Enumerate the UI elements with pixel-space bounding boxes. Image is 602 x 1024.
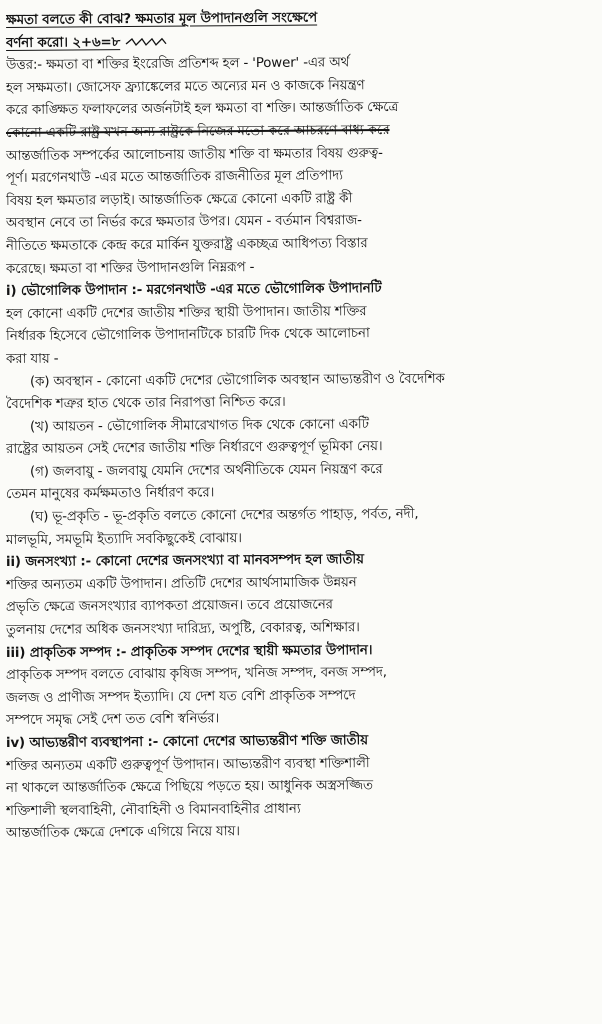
section-heading: i) ভৌগোলিক উপাদান :- মরগেনথাউ -এর মতে ভৌগোলিক উপাদানটি xyxy=(5,281,382,300)
section-heading: iv) আভ্যন্তরীণ ব্যবস্থাপনা :- কোনো দেশের আভ্যন্তরীণ শক্তি জাতীয় xyxy=(5,733,368,751)
text-line: উত্তর:- ক্ষমতা বা শক্তির ইংরেজি প্রতিশব্দ হল - 'Power' -এর অর্থ xyxy=(5,55,350,74)
text-line: রাষ্ট্রের আয়তন সেই দেশের জাতীয় শক্তি নির্ধারণে গুরুত্বপূর্ণ ভূমিকা নেয়। xyxy=(5,439,383,458)
text-line: বিষয় হল ক্ষমতার লড়াই। আন্তর্জাতিক ক্ষেত্রে কোনো একটি রাষ্ট্র কী xyxy=(5,191,353,209)
text-line: শক্তিশালী স্থলবাহিনী, নৌবাহিনী ও বিমানবাহিনীর প্রাধান্য xyxy=(5,801,301,819)
text-line: হল সক্ষমতা। জোসেফ ফ্র্যাঙ্কেলের মতে অন্যের মন ও কাজকে নিয়ন্ত্রণ xyxy=(5,77,365,96)
section-heading: iii) প্রাকৃতিক সম্পদ :- প্রাকৃতিক সম্পদ দেশের স্থায়ী ক্ষমতার উপাদান। xyxy=(5,642,373,661)
sub-point-line: (গ) জলবায়ু - জলবায়ু যেমনি দেশের অর্থনীতিকে যেমন নিয়ন্ত্রণ করে xyxy=(29,461,383,480)
scribble-mark xyxy=(124,36,168,46)
text-line: শক্তির অন্যতম একটি গুরুত্বপূর্ণ উপাদান। আভ্যন্তরীণ ব্যবস্থা শক্তিশালী xyxy=(5,755,370,774)
text-line: তুলনায় দেশের অধিক জনসংখ্যা দারিদ্র্য, অপুষ্টি, বেকারত্ব, অশিক্ষার। xyxy=(5,620,360,639)
sub-point-line: (ঘ) ভূ-প্রকৃতি - ভূ-প্রকৃতি বলতে কোনো দেশের অন্তর্গত পাহাড়, পর্বত, নদী, xyxy=(29,506,419,525)
text-line: নীতিতে ক্ষমতাকে কেন্দ্র করে মার্কিন যুক্তরাষ্ট্র একচ্ছত্র আধিপত্য বিস্তার xyxy=(5,236,368,254)
text-line: তেমন মানুষের কর্মক্ষমতাও নির্ধারণ করে। xyxy=(5,485,215,503)
text-line: অবস্থান নেবে তা নির্ভর করে ক্ষমতার উপর। যেমন - বর্তমান বিশ্বরাজ- xyxy=(5,213,362,232)
sub-point-line: (খ) আয়তন - ভৌগোলিক সীমারেখাগত দিক থেকে কোনো একটি xyxy=(29,416,369,435)
text-line: প্রভৃতি ক্ষেত্রে জনসংখ্যার ব্যাপকতা প্রয়োজন। তবে প্রয়োজনের xyxy=(5,597,333,616)
text-line: শক্তির অন্যতম একটি উপাদান। প্রতিটি দেশের আর্থসামাজিক উন্নয়ন xyxy=(5,575,357,593)
struck-text-line: কোনো একটি রাষ্ট্র যখন অন্য রাষ্ট্রকে নিজের মতো করে আচরণে বাধ্য করে xyxy=(5,122,390,141)
text-line: প্রাকৃতিক সম্পদ বলতে বোঝায় কৃষিজ সম্পদ, খনিজ সম্পদ, বনজ সম্পদ, xyxy=(5,665,387,684)
text-line: পূর্ণ। মরগেনথাউ -এর মতে আন্তর্জাতিক রাজনীতির মূল প্রতিপাদ্য xyxy=(5,168,343,187)
section-heading: ii) জনসংখ্যা :- কোনো দেশের জনসংখ্যা বা মানবসম্পদ হল জাতীয় xyxy=(5,552,364,571)
question-line: ক্ষমতা বলতে কী বোঝ? ক্ষমতার মূল উপাদানগুলি সংক্ষেপে xyxy=(5,10,318,28)
text-line: না থাকলে আন্তর্জাতিক ক্ষেত্রে পিছিয়ে পড়তে হয়। আধুনিক অস্ত্রসজ্জিত xyxy=(5,778,373,797)
handwritten-answer xyxy=(6,10,594,846)
text-line: বৈদেশিক শত্রুর হাত থেকে তার নিরাপত্তা নিশ্চিত করে। xyxy=(5,394,286,413)
question-line: বর্ণনা করো। ২+৬=৮ xyxy=(6,28,594,55)
text-line: করা যায় - xyxy=(5,351,59,367)
text-line: আন্তর্জাতিক ক্ষেত্রে দেশকে এগিয়ে নিয়ে যায়। xyxy=(5,824,240,842)
text-line: হল কোনো একটি দেশের জাতীয় শক্তির স্থায়ী উপাদান। জাতীয় শক্তির xyxy=(5,303,367,322)
text-line: নির্ধারক হিসেবে ভৌগোলিক উপাদানটিকে চারটি দিক থেকে আলোচনা xyxy=(5,326,370,345)
text-line: আন্তর্জাতিক সম্পর্কের আলোচনায় জাতীয় শক্তি বা ক্ষমতার বিষয় গুরুত্ব- xyxy=(5,145,383,164)
text-line: সম্পদে সমৃদ্ধ সেই দেশ তত বেশি স্বনির্ভর। xyxy=(5,711,220,729)
text-line: মালভূমি, সমভূমি ইত্যাদি সবকিছুকেই বোঝায়। xyxy=(5,530,242,548)
text-line: করে কাঙ্ক্ষিত ফলাফলের অর্জনটাই হল ক্ষমতা বা শক্তি। আন্তর্জাতিক ক্ষেত্রে xyxy=(5,100,399,119)
text-line: জলজ ও প্রাণীজ সম্পদ ইত্যাদি। যে দেশ যত বেশি প্রাকৃতিক সম্পদে xyxy=(5,688,356,706)
sub-point-line: (ক) অবস্থান - কোনো একটি দেশের ভৌগোলিক অবস্থান আভ্যন্তরীণ ও বৈদেশিক xyxy=(29,371,445,390)
text-line: করেছে। ক্ষমতা বা শক্তির উপাদানগুলি নিম্নরূপ - xyxy=(5,259,255,277)
